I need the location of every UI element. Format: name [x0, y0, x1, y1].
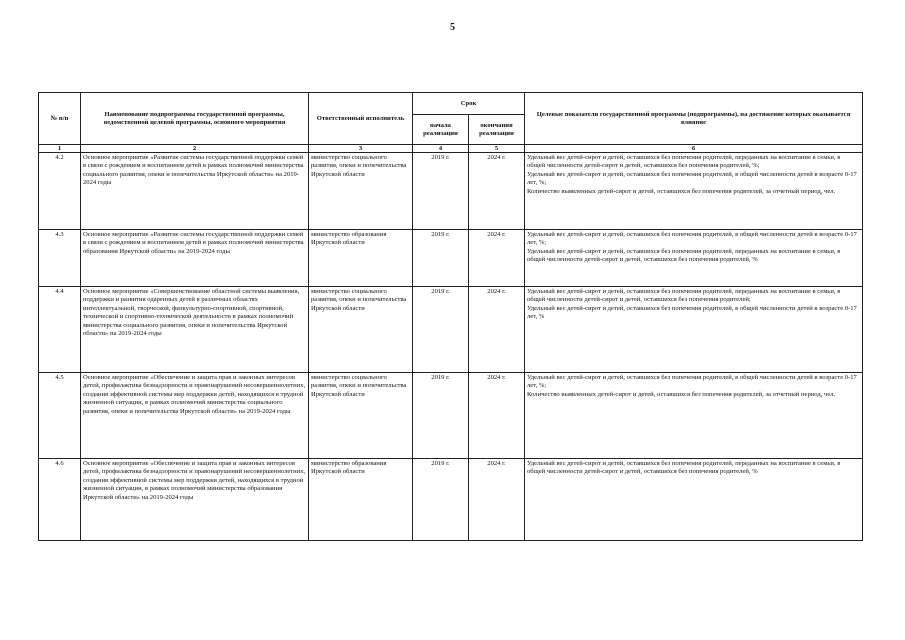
row-number: 4.2 [39, 153, 81, 230]
indicator: Удельный вес детей-сирот и детей, оставшихся без попечения родителей, переданных на воспитание в семьи, в общей численности детей-сирот и детей, оставшихся без попечения родителей, % [527, 247, 841, 264]
column-number: 6 [525, 145, 863, 153]
row-executor: министерство образования Иркутской области [309, 230, 413, 287]
header-name: Наименование подпрограммы государственной программы, ведомственной целевой программы, основного мероприятия [81, 93, 309, 145]
row-end: 2024 г. [469, 287, 525, 373]
column-number: 3 [309, 145, 413, 153]
row-end: 2024 г. [469, 373, 525, 459]
row-executor: министерство образования Иркутской области [309, 459, 413, 541]
row-indicators [525, 459, 863, 541]
indicator: Удельный вес детей-сирот и детей, оставшихся без попечения родителей, в общей численности детей в возрасте 0-17 лет, % [527, 304, 857, 321]
row-end: 2024 г. [469, 153, 525, 230]
header-executor: Ответственный исполнитель [309, 93, 413, 145]
indicator: Удельный вес детей-сирот и детей, оставшихся без попечения родителей, переданных на воспитание в семьи, в общей численности детей-сирот и детей, оставшихся без попечения родителей, %; [527, 154, 841, 170]
row-end: 2024 г. [469, 459, 525, 541]
program-table [38, 92, 863, 541]
indicator: Удельный вес детей-сирот и детей, оставшихся без попечения родителей, в общей численности детей в возрасте 0-17 лет, %; [527, 374, 857, 390]
row-indicators [525, 287, 863, 373]
header-end: окончания реализации [469, 115, 525, 145]
indicator: Количество выявленных детей-сирот и детей, оставшихся без попечения родителей, за отчетный период, чел. [527, 187, 836, 195]
column-number: 4 [413, 145, 469, 153]
table-row [39, 287, 863, 373]
header-term: Срок [413, 93, 525, 115]
row-name: Основное мероприятие «Обеспечение и защита прав и законных интересов детей, профилактика безнадзорности и правонарушений несовершеннолетних, создания эффективной системы мер поддержки детей, находящихся в трудной жизненной ситуации, в рамках полномочий министерства образования Иркутской области» на 2019-2024 годы [81, 459, 309, 541]
header-num: № п/п [39, 93, 81, 145]
indicator: Удельный вес детей-сирот и детей, оставшихся без попечения родителей, в общей численности детей в возрасте 0-17 лет, %; [527, 170, 857, 187]
column-number: 2 [81, 145, 309, 153]
indicator: Удельный вес детей-сирот и детей, оставшихся без попечения родителей, в общей численности детей в возрасте 0-17 лет, %; [527, 231, 857, 247]
row-executor: министерство социального развития, опеки и попечительства Иркутской области [309, 153, 413, 230]
row-number: 4.3 [39, 230, 81, 287]
row-number: 4.6 [39, 459, 81, 541]
table-row [39, 153, 863, 230]
indicator: Количество выявленных детей-сирот и детей, оставшихся без попечения родителей, за отчетный период, чел. [527, 390, 836, 398]
row-indicators [525, 153, 863, 230]
header-indicators: Целевые показатели государственной программы (подпрограммы), на достижение которых оказывается влияние [525, 93, 863, 145]
row-name: Основное мероприятие «Развитие системы государственной поддержки семей в связи с рождением и воспитанием детей в рамках полномочий министерства образования Иркутской области» на 2019-2024 годы [81, 230, 309, 287]
row-end: 2024 г. [469, 230, 525, 287]
row-executor: министерство социального развития, опеки и попечительства Иркутской области [309, 287, 413, 373]
row-name: Основное мероприятие «Обеспечение и защита прав и законных интересов детей, профилактика безнадзорности и правонарушений несовершеннолетних, создания эффективной системы мер поддержки детей, находящихся в трудной жизненной ситуации, в рамках полномочий министерства социального развития, опеки и попечительства Иркутской области» на 2019-2024 годы [81, 373, 309, 459]
indicator: Удельный вес детей-сирот и детей, оставшихся без попечения родителей, переданных на воспитание в семьи, в общей численности детей-сирот и детей, оставшихся без попечения родителей, % [527, 460, 841, 476]
header-start: начала реализации [413, 115, 469, 145]
row-start: 2019 г. [413, 459, 469, 541]
page-number: 5 [450, 22, 455, 33]
table-row [39, 459, 863, 541]
row-number: 4.5 [39, 373, 81, 459]
column-number: 1 [39, 145, 81, 153]
row-name: Основное мероприятие «Развитие системы государственной поддержки семей в связи с рождением и воспитанием детей в рамках полномочий министерства социального развития, опеки и попечительства Иркутской области» на 2019-2024 годы [81, 153, 309, 230]
row-start: 2019 г. [413, 373, 469, 459]
row-indicators [525, 230, 863, 287]
row-start: 2019 г. [413, 230, 469, 287]
row-indicators [525, 373, 863, 459]
row-start: 2019 г. [413, 287, 469, 373]
row-executor: министерство социального развития, опеки и попечительства Иркутской области [309, 373, 413, 459]
column-number: 5 [469, 145, 525, 153]
row-name: Основное мероприятие «Совершенствование областной системы выявления, поддержки и развития одаренных детей в различных областях интеллектуальной, творческой, физкультурно-спортивной, спортивной, технической и спортивно-технической деятельности в рамках полномочий министерства социального развития, опеки и попечительства Иркутской области» на 2019-2024 годы [81, 287, 309, 373]
indicator: Удельный вес детей-сирот и детей, оставшихся без попечения родителей, переданных на воспитание в семьи, в общей численности детей-сирот и детей, оставшихся без попечения родителей; [527, 288, 841, 304]
row-start: 2019 г. [413, 153, 469, 230]
table-row [39, 230, 863, 287]
row-number: 4.4 [39, 287, 81, 373]
table-row [39, 373, 863, 459]
